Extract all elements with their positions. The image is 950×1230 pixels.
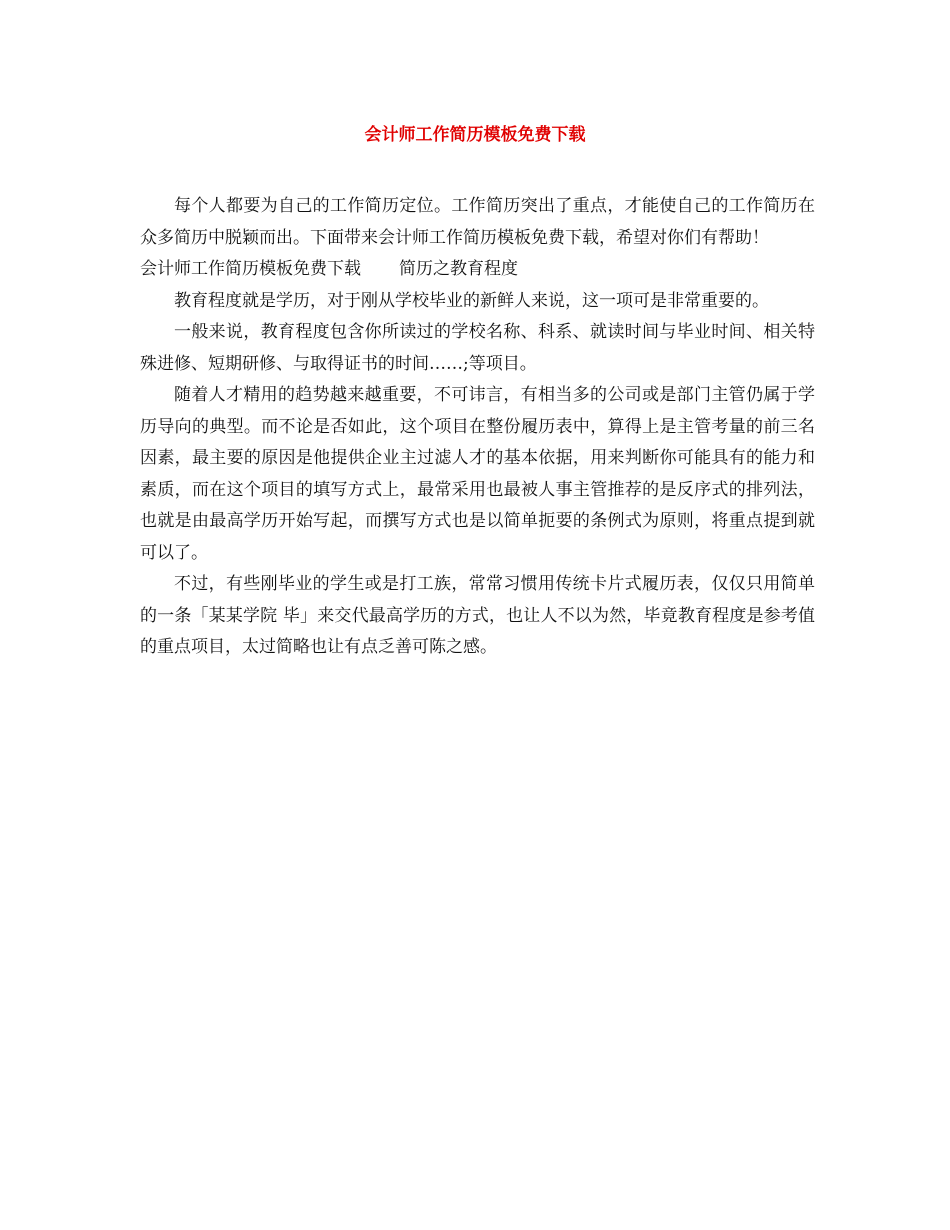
body-paragraph: 一般来说，教育程度包含你所读过的学校名称、科系、就读时间与毕业时间、相关特殊进修、短期研修、与取得证书的时间……;等项目。 bbox=[140, 322, 815, 374]
section-heading-topic: 简历之教育程度 bbox=[399, 259, 518, 279]
section-heading-doc-title: 会计师工作简历模板免费下载 bbox=[140, 259, 361, 279]
body-paragraph: 不过，有些刚毕业的学生或是打工族，常常习惯用传统卡片式履历表，仅仅只用简单的一条「某某学院 毕」来交代最高学历的方式，也让人不以为然，毕竟教育程度是参考值的重点项目，太过简略也让有点乏善可陈之感。 bbox=[140, 574, 815, 657]
body-paragraph: 随着人才精用的趋势越来越重要，不可讳言，有相当多的公司或是部门主管仍属于学历导向的典型。而不论是否如此，这个项目在整份履历表中，算得上是主管考量的前三名因素，最主要的原因是他提供企业主过滤人才的基本依据，用来判断你可能具有的能力和素质，而在这个项目的填写方式上，最常采用也最被人事主管推荐的是反序式的排列法，也就是由最高学历开始写起，而撰写方式也是以简单扼要的条例式为原则，将重点提到就可以了。 bbox=[140, 385, 815, 563]
section-heading bbox=[140, 254, 815, 286]
page-title: 会计师工作简历模板免费下载 bbox=[364, 125, 586, 145]
document-body bbox=[140, 191, 815, 664]
body-paragraph: 教育程度就是学历，对于刚从学校毕业的新鲜人来说，这一项可是非常重要的。 bbox=[174, 290, 769, 311]
intro-paragraph: 每个人都要为自己的工作简历定位。工作简历突出了重点，才能使自己的工作简历在众多简历中脱颖而出。下面带来会计师工作简历模板免费下载，希望对你们有帮助！ bbox=[140, 196, 815, 248]
